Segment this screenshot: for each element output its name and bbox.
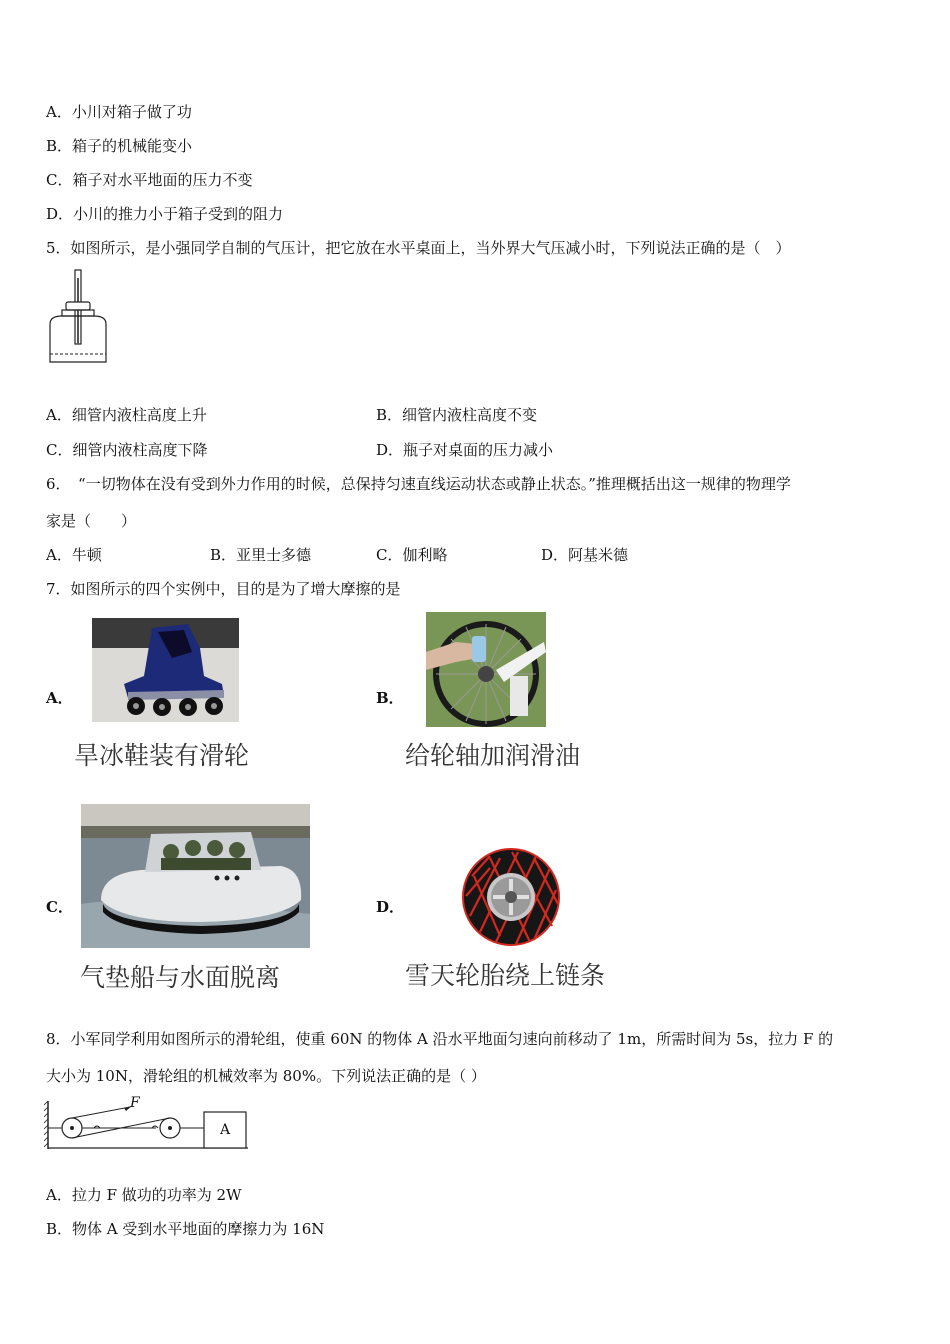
q7-option-c-label: C． [46, 898, 73, 916]
q8-stem-line2: 大小为 10N，滑轮组的机械效率为 80%。下列说法正确的是（ ） [46, 1067, 486, 1085]
q5-option-b: B．细管内液柱高度不变 [376, 406, 538, 424]
q7-stem: 7．如图所示的四个实例中，目的是为了增大摩擦的是 [46, 580, 401, 598]
q6-option-c: C．伽利略 [376, 546, 448, 564]
q4-option-b: B．箱子的机械能变小 [46, 137, 193, 155]
q4-option-c: C．箱子对水平地面的压力不变 [46, 171, 253, 189]
q8-option-a: A．拉力 F 做功的功率为 2W [46, 1186, 242, 1204]
tire-chain-photo [460, 846, 562, 948]
q7-option-b-caption: 给轮轴加润滑油 [405, 741, 581, 770]
hovercraft-photo [81, 804, 310, 948]
q5-option-d: D．瓶子对桌面的压力减小 [376, 441, 554, 459]
q7-option-a-caption: 旱冰鞋装有滑轮 [74, 741, 250, 770]
bicycle-oil-photo [426, 612, 546, 727]
q6-option-b: B．亚里士多德 [210, 546, 312, 564]
q7-option-b-label: B． [376, 689, 404, 707]
q7-option-d-label: D． [376, 898, 405, 916]
q6-stem-line2: 家是（ ） [46, 512, 137, 530]
q8-stem-line1: 8．小军同学利用如图所示的滑轮组，使重 60N 的物体 A 沿水平地面匀速向前移动了 1m，所需时间为 5s，拉力 F 的 [46, 1030, 834, 1048]
pulley-system-figure [44, 1095, 250, 1153]
barometer-figure [44, 268, 116, 372]
q8-option-b: B．物体 A 受到水平地面的摩擦力为 16N [46, 1220, 325, 1238]
q5-stem: 5．如图所示，是小强同学自制的气压计，把它放在水平桌面上，当外界大气压减小时，下列说法正确的是（ ） [46, 239, 791, 257]
q4-option-d: D．小川的推力小于箱子受到的阻力 [46, 205, 284, 223]
q4-option-a: A．小川对箱子做了功 [46, 103, 192, 121]
q7-option-a-label: A． [46, 689, 73, 707]
q5-option-c: C．细管内液柱高度下降 [46, 441, 208, 459]
force-f-label: F [130, 1095, 140, 1111]
q7-option-c-caption: 气垫船与水面脱离 [80, 963, 281, 992]
q6-option-a: A．牛顿 [46, 546, 102, 564]
q6-stem-line1: 6． “一切物体在没有受到外力作用的时候，总保持匀速直线运动状态或静止状态。”推理概括出这一规律的物理学 [46, 475, 791, 493]
block-a-label: A [220, 1122, 231, 1138]
q6-option-d: D．阿基米德 [541, 546, 629, 564]
q5-option-a: A．细管内液柱高度上升 [46, 406, 207, 424]
roller-skate-photo [92, 618, 239, 722]
q7-option-d-caption: 雪天轮胎绕上链条 [405, 961, 606, 990]
